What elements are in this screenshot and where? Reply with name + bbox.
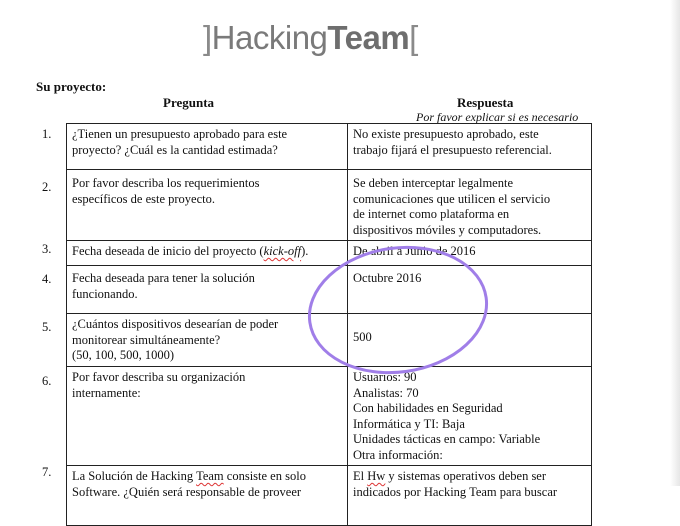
answer-line: Octubre 2016: [353, 271, 422, 285]
question-line: (50, 100, 500, 1000): [72, 348, 175, 362]
answer-line: Usuarios: 90: [353, 370, 417, 384]
row-number: 5.: [42, 320, 52, 334]
hand-drawn-circle: [301, 236, 495, 384]
row-number: 7.: [42, 465, 52, 479]
section-title: Su proyecto:: [36, 79, 107, 94]
column-header-answer-note: Por favor explicar si es necesario: [416, 110, 579, 124]
question-line: Fecha deseada de inicio del proyecto (kick-off).: [72, 244, 309, 258]
question-line: Fecha deseada para tener la solución: [72, 271, 255, 285]
page-edge-shadow: [670, 0, 680, 486]
row-number: 6.: [42, 374, 52, 388]
row-number: 2.: [42, 180, 52, 194]
answer-line: trabajo fijará el presupuesto referencial.: [353, 142, 552, 157]
answer-line: Se deben interceptar legalmente: [353, 176, 513, 190]
answer-line: indicados por Hacking Team para buscar: [353, 484, 558, 499]
answer-line: Informática y TI: Baja: [353, 416, 465, 431]
answer-line: El Hw y sistemas operativos deben ser: [353, 469, 547, 483]
answer-line: comunicaciones que utilicen el servicio: [353, 191, 551, 206]
answer-line: 500: [353, 330, 372, 344]
team-text: Team: [196, 469, 224, 483]
question-line: La Solución de Hacking Team consiste en solo: [72, 469, 306, 483]
question-line: Software. ¿Quién será responsable de proveer: [72, 484, 302, 499]
row-number: 4.: [42, 272, 52, 286]
answer-line: dispositivos móviles y computadores.: [353, 222, 542, 237]
row-number: 1.: [42, 127, 52, 141]
question-line: funcionando.: [72, 286, 138, 301]
answer-line: Otra información:: [353, 447, 443, 462]
question-line: Por favor describa su organización: [72, 370, 246, 384]
question-line: ¿Tienen un presupuesto aprobado para este: [72, 127, 288, 141]
answer-line: Unidades tácticas en campo: Variable: [353, 432, 541, 446]
column-header-answer: Respuesta: [457, 95, 514, 110]
question-line: proyecto? ¿Cuál es la cantidad estimada?: [72, 142, 278, 157]
question-line: monitorear simultáneamente?: [72, 332, 221, 347]
answer-line: de internet como plataforma en: [353, 207, 510, 221]
kick-off-text: kick-off: [263, 244, 302, 258]
row-number: 3.: [42, 242, 52, 256]
answer-line: Con habilidades en Seguridad: [353, 401, 503, 415]
question-line: Por favor describa los requerimientos: [72, 176, 260, 190]
question-line: específicos de este proyecto.: [72, 191, 215, 206]
answer-line: No existe presupuesto aprobado, este: [353, 127, 539, 141]
answer-line: Analistas: 70: [353, 385, 419, 400]
answer-line: De abril a Junio de 2016: [353, 244, 476, 258]
question-line: ¿Cuántos dispositivos desearían de poder: [72, 317, 279, 331]
column-header-question: Pregunta: [163, 95, 215, 110]
hacking-team-logo: ]HackingTeam[: [203, 19, 418, 56]
question-line: internamente:: [72, 385, 141, 400]
hw-text: Hw: [367, 469, 386, 483]
